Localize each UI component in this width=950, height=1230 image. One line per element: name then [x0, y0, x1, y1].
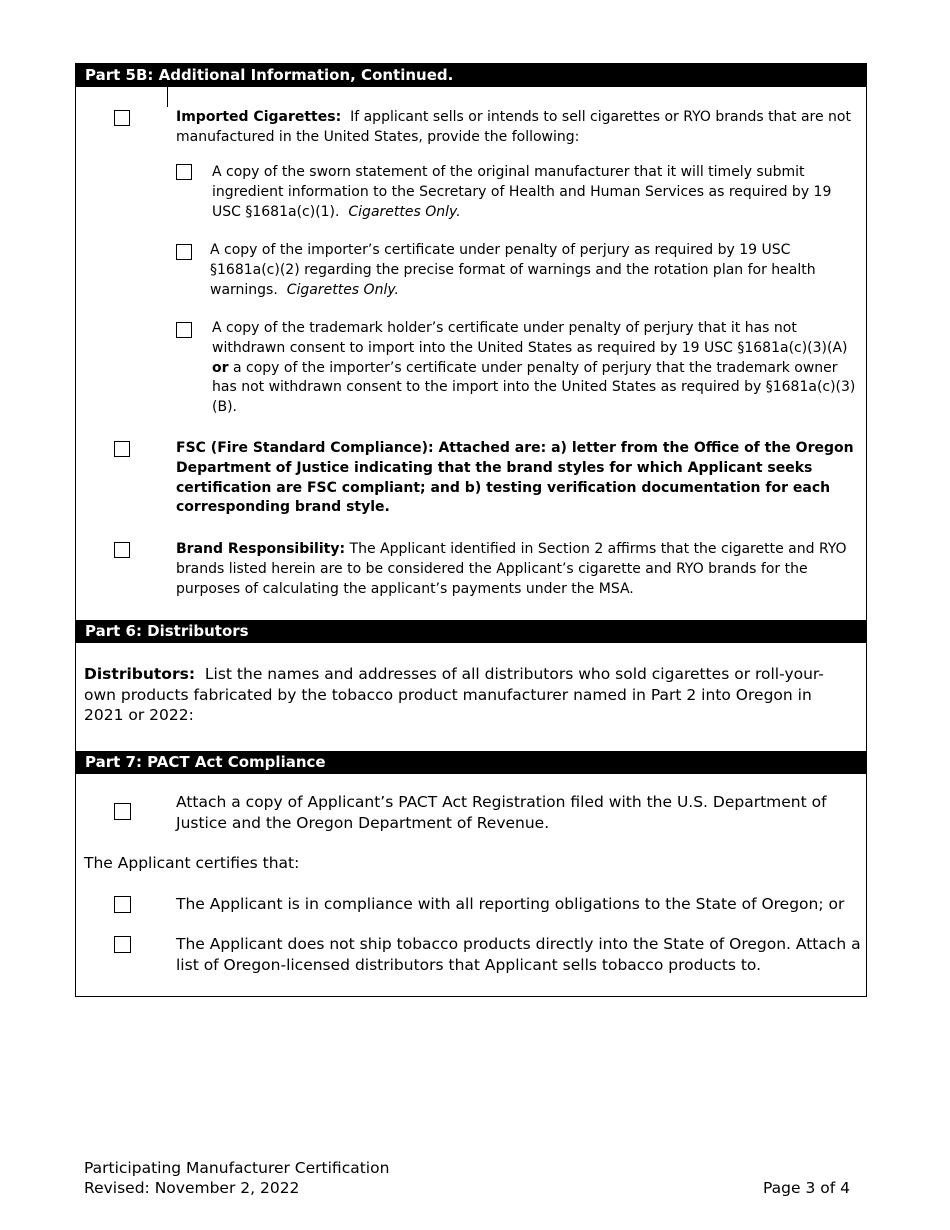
fsc-text: FSC (Fire Standard Compliance): Attached are: a) letter from the Office of the Oregon Department of Justice indicating that the brand styles for which Applicant seeks certification are FSC compliant; and b) testing verification documentation for each corresponding brand style. [176, 440, 854, 516]
trademark-certificate-checkbox[interactable] [176, 322, 192, 338]
pact-registration-checkbox[interactable] [114, 803, 131, 820]
certifies-label: The Applicant certifies that: [84, 854, 300, 872]
part5b-header: Part 5B: Additional Information, Continued. [76, 64, 866, 87]
part7-section [76, 774, 866, 996]
footer-revised: Revised: November 2, 2022 [84, 1179, 300, 1197]
part6-header: Part 6: Distributors [76, 620, 866, 643]
divider [167, 87, 168, 107]
brand-responsibility-checkbox[interactable] [114, 542, 130, 558]
imported-cigarettes-text: Imported Cigarettes: If applicant sells or intends to sell cigarettes or RYO brands that are not manufactured in the United States, provide the following: [176, 109, 851, 145]
distributors-text: Distributors: List the names and addresses of all distributors who sold cigarettes or roll-your-own products fabricated by the tobacco product manufacturer named in Part 2 into Oregon in 2021 or 2022: [84, 665, 824, 724]
brand-responsibility-text: Brand Responsibility: The Applicant identified in Section 2 affirms that the cigarette and RYO brands listed herein are to be considered the Applicant’s cigarette and RYO brands for the purposes of calculating the applicant’s payments under the MSA. [176, 541, 847, 597]
importer-certificate-text: A copy of the importer’s certificate under penalty of perjury as required by 19 USC §1681a(c)(2) regarding the precise format of warnings and the rotation plan for health warnings. Cigarettes Only. [210, 242, 816, 298]
imported-cigarettes-checkbox[interactable] [114, 110, 130, 126]
sworn-statement-text: A copy of the sworn statement of the original manufacturer that it will timely submit ingredient information to the Secretary of Health and Human Services as required by 19 USC §1681a(c)(1). Cigarettes Only. [212, 164, 832, 220]
importer-certificate-checkbox[interactable] [176, 244, 192, 260]
form-table [75, 63, 867, 997]
footer-title: Participating Manufacturer Certification [84, 1159, 390, 1177]
page-number: Page 3 of 4 [763, 1179, 850, 1197]
no-direct-ship-checkbox[interactable] [114, 936, 131, 953]
trademark-certificate-text: A copy of the trademark holder’s certificate under penalty of perjury that it has not withdrawn consent to import into the United States as required by 19 USC §1681a(c)(3)(A) or a copy of the importer’s certificate under penalty of perjury that the trademark owner has not withdrawn consent to the import into the United States as required by §1681a(c)(3)(B). [212, 320, 856, 416]
no-direct-ship-text: The Applicant does not ship tobacco products directly into the State of Oregon. Attach a list of Oregon-licensed distributors that Applicant sells tobacco products to. [176, 935, 861, 974]
pact-registration-text: Attach a copy of Applicant’s PACT Act Registration filed with the U.S. Department of Justice and the Oregon Department of Revenue. [176, 793, 827, 832]
compliance-checkbox[interactable] [114, 896, 131, 913]
part5b-section [76, 87, 866, 620]
fsc-checkbox[interactable] [114, 441, 130, 457]
sworn-statement-checkbox[interactable] [176, 164, 192, 180]
part7-header: Part 7: PACT Act Compliance [76, 751, 866, 774]
part6-section [76, 643, 866, 751]
compliance-text: The Applicant is in compliance with all reporting obligations to the State of Oregon; or [176, 895, 845, 913]
